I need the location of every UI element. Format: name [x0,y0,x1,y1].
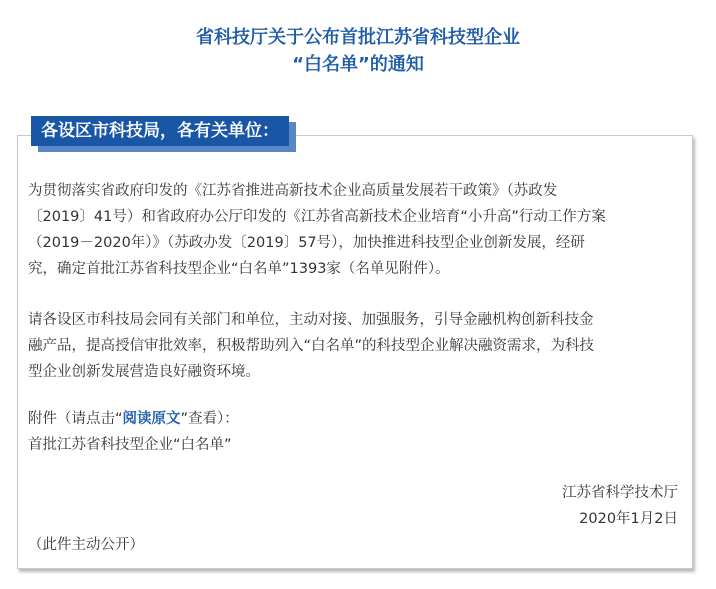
paragraph-2-line: 请各设区市科技局会同有关部门和单位，主动对接、加强服务，引导金融机构创新科技金 [28,312,594,328]
paragraph-1-line: 究，确定首批江苏省科技型企业“白名单”1393家（名单见附件）。 [28,261,450,277]
attachment-line [28,406,686,432]
notice-title [0,24,716,78]
paragraph-1-line: 为贯彻落实省政府印发的《江苏省推进高新技术企业高质量发展若干政策》（苏政发 [28,183,558,199]
paragraph-2-line: 融产品，提高授信审批效率，积极帮助列入“白名单”的科技型企业解决融资需求，为科技 [28,338,595,354]
issue-date: 2020年1月2日 [579,511,678,527]
attachment-prefix: 附件（请点击“ [28,411,123,427]
attachment-suffix: ”查看）： [180,411,239,427]
title-line-1: 省科技厅关于公布首批江苏省科技型企业 [196,27,520,48]
salutation-tab: 各设区市科技局，各有关单位： [31,116,289,146]
attachment-section [28,406,686,458]
attachment-item: 首批江苏省科技型企业“白名单” [28,437,232,453]
read-original-link[interactable]: 阅读原文 [122,411,181,427]
paragraph-1-line: 〔2019〕41号）和省政府办公厅印发的《江苏省高新技术企业培育“小升高”行动工作方案 [28,209,606,225]
title-line-2: “白名单”的通知 [292,54,424,75]
paragraph-1 [28,178,686,282]
signature-block [562,480,678,532]
disclosure-note: （此件主动公开） [28,537,144,553]
paragraph-1-line: （2019－2020年）》（苏政办发〔2019〕57号），加快推进科技型企业创新发展，经研 [28,235,585,251]
paragraph-2 [28,307,686,385]
issuing-organization: 江苏省科学技术厅 [562,485,678,501]
paragraph-2-line: 型企业创新发展营造良好融资环境。 [28,364,260,380]
